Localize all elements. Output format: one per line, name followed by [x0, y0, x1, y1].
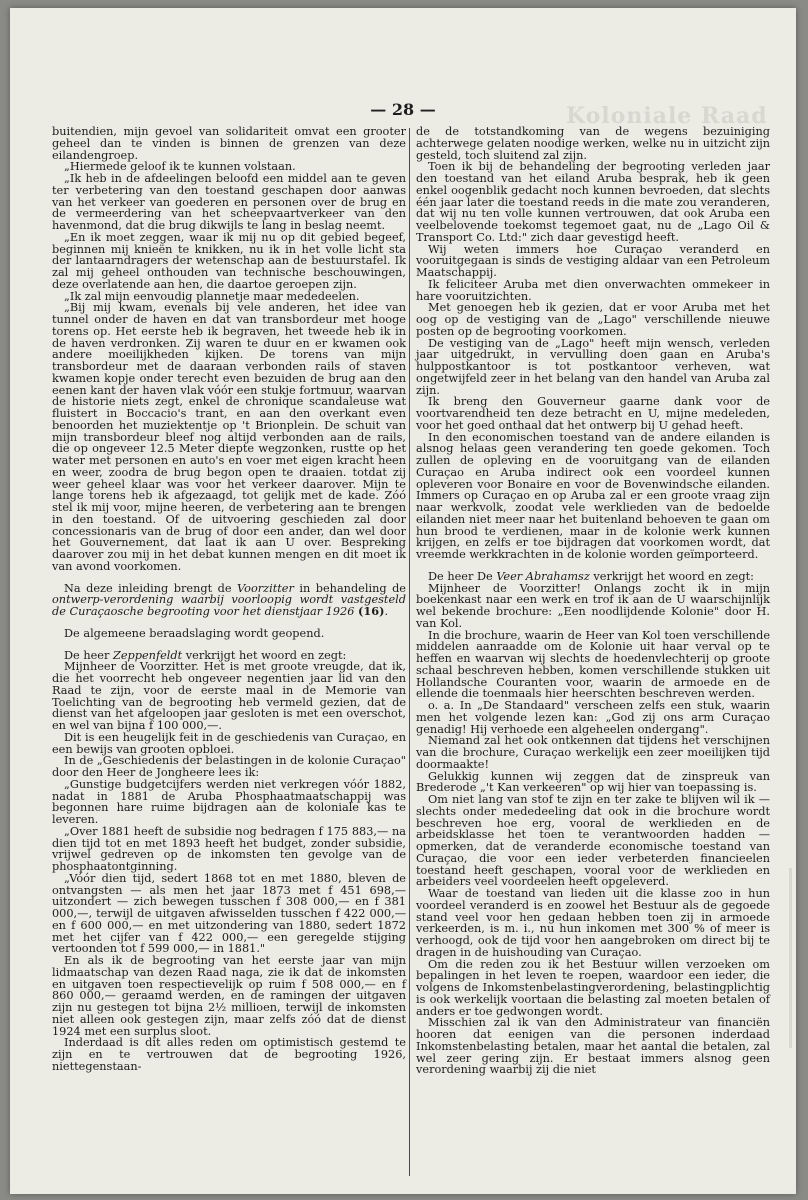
paragraph: Waar de toestand van lieden uit die klasse zoo in hun voordeel veranderd is en zoowel het Bestuur als de gegoede stand veel voor hen gedaan hebben toen zij in armoede verkeerden, is m. i., nu hun inkomen met 300 % of meer is verhoogd, ook de tijd voor hen aangebroken om direct bij te dragen in de huishouding van Curaçao. — [416, 887, 770, 959]
left-column — [52, 126, 406, 1073]
paragraph: In de „Geschiedenis der belastingen in de kolonie Curaçao" door den Heer de Jongheere lees ik: — [52, 754, 406, 779]
speaker-intro: De heer Zeppenfeldt verkrijgt het woord en zegt: — [64, 648, 347, 662]
paragraph: de de totstandkoming van de wegens bezuiniging achterwege gelaten noodige werken, welke nu in uitzicht zijn gesteld, toch sluitend zal zijn. — [416, 125, 770, 162]
paragraph: „Ik zal mijn eenvoudig plannetje maar mededeelen. — [64, 289, 360, 303]
quote-paragraph: „Vóór dien tijd, sedert 1868 tot en met 1880, bleven de ontvangsten — als men het jaar 1873 met f 451 698,— uitzondert — zich bewegen tusschen f 308 000,— en f 381 000,—, terwijl de uitgaven afwisselden tusschen f 422 000,— en f 600 000,— en met uitzondering van 1880, sedert 1872 met het cijfer van f 422 000,— een geregelde stijging vertoonden tot f 599 000,— in 1881." — [52, 871, 406, 956]
paragraph: Wij weten immers hoe Curaçao veranderd en vooruitgegaan is sinds de vestiging aldaar van een Petroleum Maatschappij. — [416, 242, 770, 279]
paragraph: In die brochure, waarin de Heer van Kol toen verschillende middelen aanraadde om de Kolonie uit haar verval op te heffen en waarvan wij slechts de hoedenvlechterij op groote schaal beschreven hebben, komen verschillende stukken uit Hollandsche Couranten voor, waarin de armoede en de ellende die toenmaals hier heerschten beschreven werden. — [416, 628, 770, 701]
page-fold-shadow — [789, 868, 792, 1048]
paragraph: De vestiging van de „Lago" heeft mijn wensch, verleden jaar uitgedrukt, in vervulling doen gaan en Aruba's hulppostkantoor is tot postkantoor verheven, wat ongetwijfeld zeer in het belang van den handel van Aruba zal zijn. — [416, 336, 770, 397]
paragraph: Gelukkig kunnen wij zeggen dat de zinspreuk van Brederode „'t Kan verkeeren" op wij hier van toepassing is. — [416, 769, 770, 795]
right-column — [416, 126, 770, 1076]
paragraph: In den economischen toestand van de andere eilanden is alsnog helaas geen verandering ten goede gekomen. Toch zullen de opleving en de vooruitgang van de eilanden Curaçao en Aruba indirect ook een voordeel kunnen opleveren voor Bonaire en voor de Bovenwindsche eilanden. Immers op Curaçao en op Aruba zal er een groote vraag zijn naar werkvolk, zoodat vele werklieden van de bedoelde eilanden niet meer naar het buitenland behoeven te gaan om hun brood te verdienen, maar in de kolonie werk kunnen krijgen, en zelfs er toe bijdragen dat voorkomen wordt, dat vreemde werkkrachten in de kolonie worden geïmporteerd. — [416, 430, 770, 561]
speaker-name: Veer Abrahamsz — [496, 569, 590, 583]
paragraph: En als ik de begrooting van het eerste jaar van mijn lidmaatschap van dezen Raad naga, zie ik dat de inkomsten en uitgaven toen respectievelijk op ruim f 508 000,— en f 860 000,— geraamd werden, en de ramingen der uitgaven zijn nu gestegen tot bijna 2½ millioen, terwijl de inkomsten niet alleen ook gestegen zijn, maar zelfs zóó dat de dienst 1924 met een surplus sloot. — [52, 954, 406, 1038]
bleed-through-text: Koloniale Raad — [566, 103, 768, 129]
paragraph: Dit is een heugelijk feit in de geschiedenis van Curaçao, en een bewijs van grooten opbloei. — [52, 730, 406, 756]
paragraph: Toen ik bij de behandeling der begrooting verleden jaar den toestand van het eiland Aruba besprak, heb ik geen enkel oogenblik gedacht noch kunnen bevroeden, dat slechts één jaar later die toestand reeds in die mate zou veranderen, dat wij nu ten volle kunnen vertrouwen, dat ook Aruba een veelbelovende toekomst tegemoet gaat, nu de „Lago Oil & Transport Co. Ltd:" zich daar gevestigd heeft. — [416, 160, 770, 244]
paragraph: Mijnheer de Voorzitter. Het is met groote vreugde, dat ik, die het voorrecht heb ongeveer negentien jaar lid van den Raad te zijn, voor de eerste maal in de Memorie van Toelichting van de begrooting heb vermeld gezien, dat de dienst van het afgeloopen jaar gesloten is met een overschot, en wel van bijna f 100 000,—. — [52, 660, 406, 732]
paragraph: Om niet lang van stof te zijn en ter zake te blijven wil ik — slechts onder mededeeling dat ook in die brochure wordt beschreven hoe erg, vooral de werklieden en de arbeidsklasse het toen te verantwoorden hadden — opmerken, dat de veranderde economische toestand van Curaçao, die voor een ieder verbeterden financieelen toestand heeft geschapen, vooral voor de werklieden en arbeiders veel voordeelen heeft opgeleverd. — [416, 793, 770, 889]
paragraph: Niemand zal het ook ontkennen dat tijdens het verschijnen van die brochure, Curaçao werkelijk een zeer moeilijken tijd doormaakte! — [416, 734, 770, 771]
agenda-item: Na deze inleiding brengt de Voorzitter in behandeling de ontwerp-verordening waarbij voorloopig wordt vastgesteld de Curaçaosche begrooting voor het dienstjaar 1926 (16). — [52, 581, 406, 618]
page-number: — 28 — — [370, 100, 436, 119]
paragraph: Misschien zal ik van den Administrateur van financiën hooren dat eenigen van die personen inderdaad Inkomstenbelasting betalen, maar het aantal die betalen, zal wel zeer gering zijn. Er bestaat immers alsnog geen verordening waarbij zij die niet — [416, 1016, 770, 1077]
paragraph: „Ik heb in de afdeelingen beloofd een middel aan te geven ter verbetering van den toestand geschapen door aanwas van het verkeer van goederen en personen over de brug en de vermeerdering van het scheepvaartverkeer van den havenmond, dat die brug dikwijls te lang in beslag neemt. — [52, 172, 406, 232]
paragraph: „En ik moet zeggen, waar ik mij nu op dit gebied begeef, beginnen mij knieën te knikken, nu ik in het volle licht sta der lantaarndragers der wetenschap aan de bestuurstafel. Ik zal mij geheel onthouden van technische beschouwingen, deze overlatende aan hen, die daartoe geroepen zijn. — [52, 230, 406, 291]
quote-paragraph: „Over 1881 heeft de subsidie nog bedragen f 175 883,— na dien tijd tot en met 1893 heeft het budget, zonder subsidie, vrijwel gedreven op de inkomsten ten gevolge van de phosphaatontginning. — [52, 824, 406, 873]
paragraph: Mijnheer de Voorzitter! Onlangs zocht ik in mijn boekenkast naar een werk en trof ik aan de U waarschijnlijk wel bekende brochure: „Een noodlijdende Kolonie" door H. van Kol. — [416, 581, 770, 630]
paragraph: Inderdaad is dit alles reden om optimistisch gestemd te zijn en te vertrouwen dat de begrooting 1926, niettegenstaan- — [52, 1036, 406, 1073]
paragraph: Met genoegen heb ik gezien, dat er voor Aruba met het oog op de vestiging van de „Lago" verschillende nieuwe posten op de begrooting voorkomen. — [416, 301, 770, 338]
paragraph: „Bij mij kwam, evenals bij vele anderen, het idee van tunnel onder de haven en dat van transbordeur met hooge torens op. Het eerste heb ik begraven, het tweede heb ik in de haven verdronken. Zij waren te duur en er kwamen ook andere moeilijkheden kijken. De torens van mijn transbordeur met de daaraan verbonden rails of staven kwamen kopje onder terecht even bezuiden de brug aan den eenen kant der haven vlak vóór een stukje fortmuur, waarvan de historie niets zegt, enkel de chronique scandaleuse wat fluistert in Boccacio's trant, en aan den overkant even benoorden het muziektentje op 't Brionplein. De schuit van mijn transbordeur bleef nog altijd verbonden aan de rails, die op ongeveer 12.5 Meter diepte wegzonken, rustte op het water met personen en auto's en voer met eigen kracht heen en weer, zoodra de brug begon open te draaien. totdat zij weer geheel klaar was voor het verkeer daarover. Mijn te lange torens heb ik afgezaagd, tot gelijk met de kade. Zóó stel ik mij voor, mijne heeren, de verbetering aan te brengen in den toestand. Of de uitvoering geschieden zal door concessionaris van de brug of door een ander, dan wel door het Gouvernement, dat laat ik aan U over. Bespreking daarover zou mij in het debat kunnen mengen en dit moet ik van avond voorkomen. — [52, 301, 406, 573]
debate-opened: De algemeene beraadslaging wordt geopend. — [64, 626, 325, 640]
paragraph: Ik breng den Gouverneur gaarne dank voor de voortvarendheid ten deze betracht en U, mijne medeleden, voor het goed onthaal dat het ontwerp bij U gehad heeft. — [416, 395, 770, 432]
paragraph: o. a. In „De Standaard" verscheen zelfs een stuk, waarin men het volgende lezen kan: „God zij ons arm Curaçao genadig! Hij verhoede een algeheelen ondergang". — [416, 699, 770, 736]
paragraph: buitendien, mijn gevoel van solidariteit omvat een grooter geheel dan te vinden is binnen de grenzen van deze eilandengroep. — [52, 125, 406, 162]
document-page — [10, 8, 796, 1194]
speaker-intro: De heer De Veer Abrahamsz verkrijgt het woord en zegt: — [428, 569, 754, 583]
speaker-name: Zeppenfeldt — [112, 648, 183, 662]
column-divider — [409, 128, 410, 1176]
paragraph: Ik feliciteer Aruba met dien onverwachten ommekeer in hare vooruitzichten. — [416, 277, 770, 303]
paragraph: Om die reden zou ik het Bestuur willen verzoeken om bepalingen in het leven te roepen, waardoor een ieder, die volgens de Inkomstenbelastingverordening, belastingplichtig is ook werkelijk voortaan die belasting zal moeten betalen of anders er toe gedwongen wordt. — [416, 957, 770, 1018]
quote-paragraph: „Gunstige budgetcijfers werden niet verkregen vóór 1882, nadat in 1881 de Aruba Phosphaatmaatschappij was begonnen hare ruime bijdragen aan de koloniale kas te leveren. — [52, 777, 406, 826]
paragraph: „Hiermede geloof ik te kunnen volstaan. — [64, 160, 296, 174]
